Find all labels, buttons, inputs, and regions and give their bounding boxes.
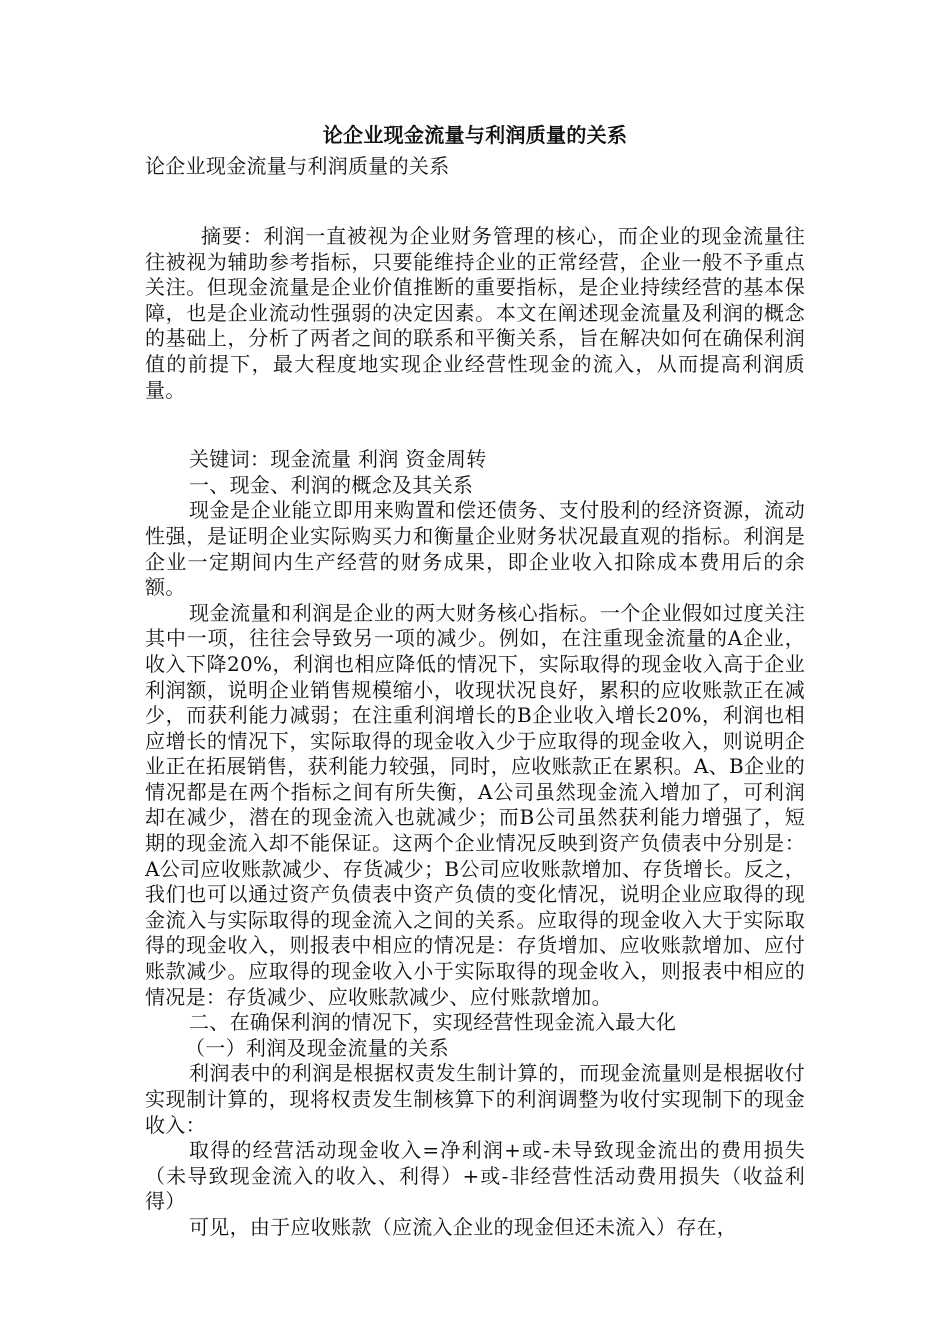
section-heading-2: 二、在确保利润的情况下，实现经营性现金流入最大化	[189, 1010, 677, 1035]
document-page	[145, 118, 805, 1241]
abstract-paragraph: 摘要：利润一直被视为企业财务管理的核心，而企业的现金流量往往被视为辅助参考指标，只要能维持企业的正常经营，企业一般不予重点关注。但现金流量是企业价值推断的重要指标，是企业持续经营的基本保障，也是企业流动性强弱的决定因素。本文在阐述现金流量及利润的概念的基础上，分析了两者之间的联系和平衡关系，旨在解决如何在确保利润值的前提下，最大程度地实现企业经营性现金的流入，从而提高利润质量。	[145, 224, 805, 402]
body-paragraph: 可见，由于应收账款（应流入企业的现金但还未流入）存在，	[189, 1214, 738, 1239]
body-paragraph: 现金流量和利润是企业的两大财务核心指标。一个企业假如过度关注其中一项，往往会导致另一项的减少。例如，在注重现金流量的A企业，收入下降20%，利润也相应降低的情况下，实际取得的现金收入高于企业利润额，说明企业销售规模缩小，收现状况良好，累积的应收账款正在减少，而获利能力减弱；在注重利润增长的B企业收入增长20%，利润也相应增长的情况下，实际取得的现金收入少于应取得的现金收入，则说明企业正在拓展销售，获利能力较强，同时，应收账款正在累积。A、B企业的情况都是在两个指标之间有所失衡，A公司虽然现金流入增加了，可利润却在减少，潜在的现金流入也就减少；而B公司虽然获利能力增强了，短期的现金流入却不能保证。这两个企业情况反映到资产负债表中分别是：A公司应收账款减少、存货减少；B公司应收账款增加、存货增长。反之，我们也可以通过资产负债表中资产负债的变化情况，说明企业应取得的现金流入与实际取得的现金流入之间的关系。应取得的现金收入大于实际取得的现金收入，则报表中相应的情况是：存货增加、应收账款增加、应付账款减少。应取得的现金收入小于实际取得的现金收入，则报表中相应的情况是：存货减少、应收账款减少、应付账款增加。	[145, 600, 805, 1009]
body-paragraph: 现金是企业能立即用来购置和偿还债务、支付股利的经济资源，流动性强，是证明企业实际购买力和衡量企业财务状况最直观的指标。利润是企业一定期间内生产经营的财务成果，即企业收入扣除成本费用后的余额。	[145, 498, 805, 600]
subsection-heading-1: （一）利润及现金流量的关系	[185, 1035, 449, 1060]
body-paragraph: 利润表中的利润是根据权责发生制计算的，而现金流量则是根据收付实现制计算的，现将权责发生制核算下的利润调整为收付实现制下的现金收入：	[145, 1061, 805, 1137]
spacer	[145, 180, 805, 224]
keywords-line: 关键词：现金流量 利润 资金周转	[189, 447, 487, 472]
formula-paragraph: 取得的经营活动现金收入=净利润+或-未导致现金流出的费用损失（未导致现金流入的收入、利得）+或-非经营性活动费用损失（收益利得）	[145, 1138, 805, 1214]
section-heading-1: 一、现金、利润的概念及其关系	[189, 472, 474, 497]
document-title: 论企业现金流量与利润质量的关系	[322, 123, 628, 147]
spacer	[145, 403, 805, 447]
document-subtitle: 论企业现金流量与利润质量的关系	[145, 154, 450, 178]
